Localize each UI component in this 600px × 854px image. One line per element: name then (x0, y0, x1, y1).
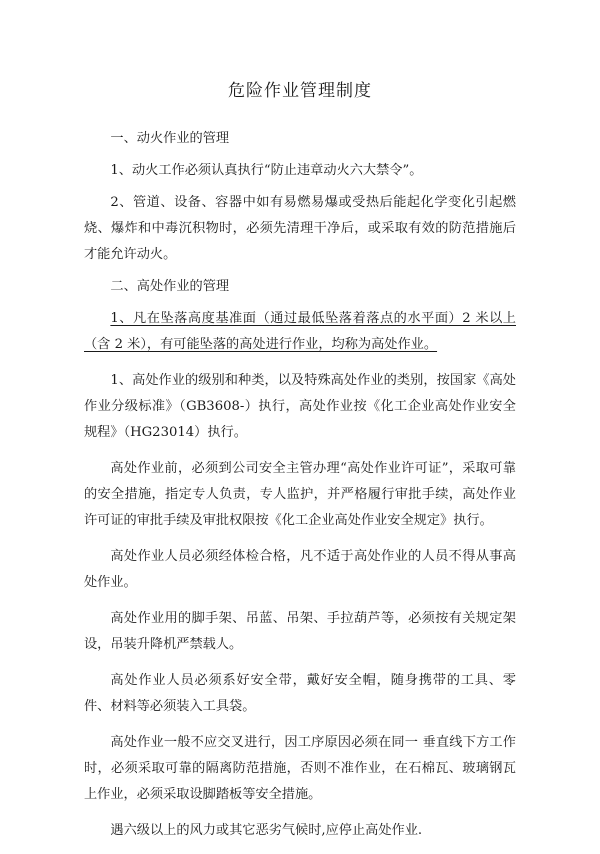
paragraph-cross-work: 高处作业一般不应交叉进行，因工序原因必须在同一 垂直线下方工作时，必须采取可靠的隔离防范措施，否则不准作业，在石棉瓦、玻璃钢瓦上作业，必须采取设脚踏板等安全措施。 (84, 735, 516, 802)
paragraph-work-permit: 高处作业前，必须到公司安全主管办理“高处作业许可证”，采取可靠的安全措施，指定专人负责，专人监护，并严格履行审批手续，高处作业许可证的审批手续及审批权限按《化工企业高处作业安全规定》执行。 (84, 461, 516, 528)
paragraph-scaffolding: 高处作业用的脚手架、吊蓝、吊架、手拉葫芦等，必须按有关规定架设，吊装升降机严禁载人。 (84, 611, 516, 652)
section-heading-height-work: 二、高处作业的管理 (110, 279, 230, 294)
section-heading-hot-work: 一、动火作业的管理 (110, 131, 230, 146)
paragraph-hot-work-1: 1、动火工作必须认真执行“防止违章动火六大禁令”。 (110, 163, 423, 178)
document-body (84, 126, 516, 854)
underlined-definition: 1、凡在坠落高度基准面（通过最低坠落着落点的水平面）2 米以上（含 2 米），有可能坠落的高处进行作业，均称为高处作业。 (84, 311, 516, 352)
paragraph-hot-work-2: 2、管道、设备、容器中如有易燃易爆或受热后能起化学变化引起燃烧、爆炸和中毒沉积物时，必须先清理干净后，或采取有效的防范措施后才能允许动火。 (84, 195, 516, 262)
paragraph-weather: 遇六级以上的风力或其它恶劣气候时,应停止高处作业. (110, 823, 423, 838)
paragraph-medical-check: 高处作业人员必须经体检合格，凡不适于高处作业的人员不得从事高处作业。 (84, 549, 516, 590)
paragraph-height-definition (84, 306, 516, 358)
paragraph-height-classification: 1、高处作业的级别和种类，以及特殊高处作业的类别，按国家《高处作业分级标准》（GB3608-）执行，高处作业按《化工企业高处作业安全规程》（HG23014）执行。 (84, 373, 516, 440)
paragraph-safety-gear: 高处作业人员必须系好安全带，戴好安全帽，随身携带的工具、零件、材料等必须装入工具袋。 (84, 673, 516, 714)
document-title: 危险作业管理制度 (228, 81, 372, 101)
